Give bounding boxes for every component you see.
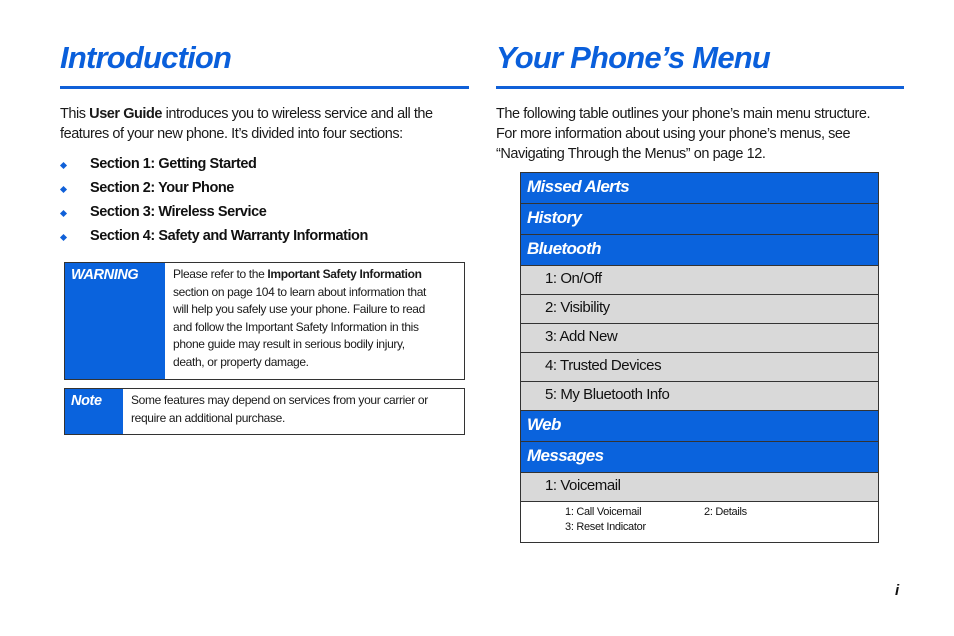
menu-intro-line3: “Navigating Through the Menus” on page 12. bbox=[496, 146, 766, 162]
warning-line6: death, or property damage. bbox=[173, 354, 309, 369]
safety-info-emphasis: Important Safety Information bbox=[267, 267, 422, 281]
voicemail-option: 2: Details bbox=[704, 506, 747, 518]
menu-subrow-voicemail: 1: Voicemail bbox=[521, 473, 878, 502]
menu-intro-line1: The following table outlines your phone’s main menu structure. bbox=[496, 106, 871, 122]
menu-leaf-voicemail-options bbox=[521, 502, 878, 542]
menu-subrow-trusted-devices: 4: Trusted Devices bbox=[521, 353, 878, 382]
section-label: Section 1: Getting Started bbox=[90, 156, 257, 172]
menu-subrow-visibility: 2: Visibility bbox=[521, 295, 878, 324]
menu-row-missed-alerts: Missed Alerts bbox=[521, 173, 878, 204]
list-item bbox=[60, 202, 460, 226]
section-label: Section 3: Wireless Service bbox=[90, 204, 267, 220]
warning-line4: and follow the Important Safety Information in this bbox=[173, 319, 419, 334]
section-label: Section 4: Safety and Warranty Information bbox=[90, 228, 368, 244]
bullet-diamond-icon bbox=[60, 210, 67, 217]
list-item bbox=[60, 154, 460, 178]
menu-subrow-my-bluetooth-info: 5: My Bluetooth Info bbox=[521, 382, 878, 411]
warning-text bbox=[165, 263, 432, 379]
phone-menu-paragraph bbox=[496, 104, 906, 164]
menu-row-bluetooth: Bluetooth bbox=[521, 235, 878, 266]
warning-line2: section on page 104 to learn about information that bbox=[173, 284, 427, 299]
bullet-diamond-icon bbox=[60, 186, 67, 193]
phone-menu-title-rule bbox=[496, 86, 904, 89]
section-label: Section 2: Your Phone bbox=[90, 180, 234, 196]
warning-line3: will help you safely use your phone. Failure to read bbox=[173, 302, 425, 316]
bullet-diamond-icon bbox=[60, 234, 67, 241]
menu-row-web: Web bbox=[521, 411, 878, 442]
menu-row-messages: Messages bbox=[521, 442, 878, 473]
introduction-title-rule bbox=[60, 86, 469, 89]
page-number: i bbox=[895, 582, 900, 599]
menu-subrow-add-new: 3: Add New bbox=[521, 324, 878, 353]
intro-text-pre: This bbox=[60, 106, 90, 122]
warning-label: WARNING bbox=[65, 263, 165, 379]
note-box bbox=[64, 388, 465, 435]
list-item bbox=[60, 178, 460, 202]
introduction-title: Introduction bbox=[60, 40, 232, 75]
note-line2: require an additional purchase. bbox=[131, 410, 285, 425]
phone-menu-title: Your Phone’s Menu bbox=[496, 40, 771, 75]
sections-list bbox=[60, 154, 460, 250]
menu-row-history: History bbox=[521, 204, 878, 235]
user-guide-emphasis: User Guide bbox=[89, 106, 163, 122]
menu-intro-line2: For more information about using your phone’s menus, see bbox=[496, 126, 851, 142]
intro-text-post: introduces you to wireless service and all the bbox=[162, 106, 433, 122]
note-text bbox=[123, 389, 434, 434]
menu-subrow-on-off: 1: On/Off bbox=[521, 266, 878, 295]
note-label: Note bbox=[65, 389, 123, 434]
voicemail-option: 1: Call Voicemail bbox=[565, 506, 642, 518]
list-item bbox=[60, 226, 460, 250]
bullet-diamond-icon bbox=[60, 162, 67, 169]
note-line1: Some features may depend on services from your carrier or bbox=[131, 393, 428, 407]
introduction-paragraph bbox=[60, 104, 470, 144]
warning-box bbox=[64, 262, 465, 380]
intro-text-line2: features of your new phone. It’s divided into four sections: bbox=[60, 126, 403, 142]
menu-table bbox=[520, 172, 879, 543]
warning-line1-pre: Please refer to the bbox=[173, 267, 268, 281]
warning-line5: phone guide may result in serious bodily injury, bbox=[173, 337, 405, 351]
voicemail-option: 3: Reset Indicator bbox=[565, 521, 646, 533]
